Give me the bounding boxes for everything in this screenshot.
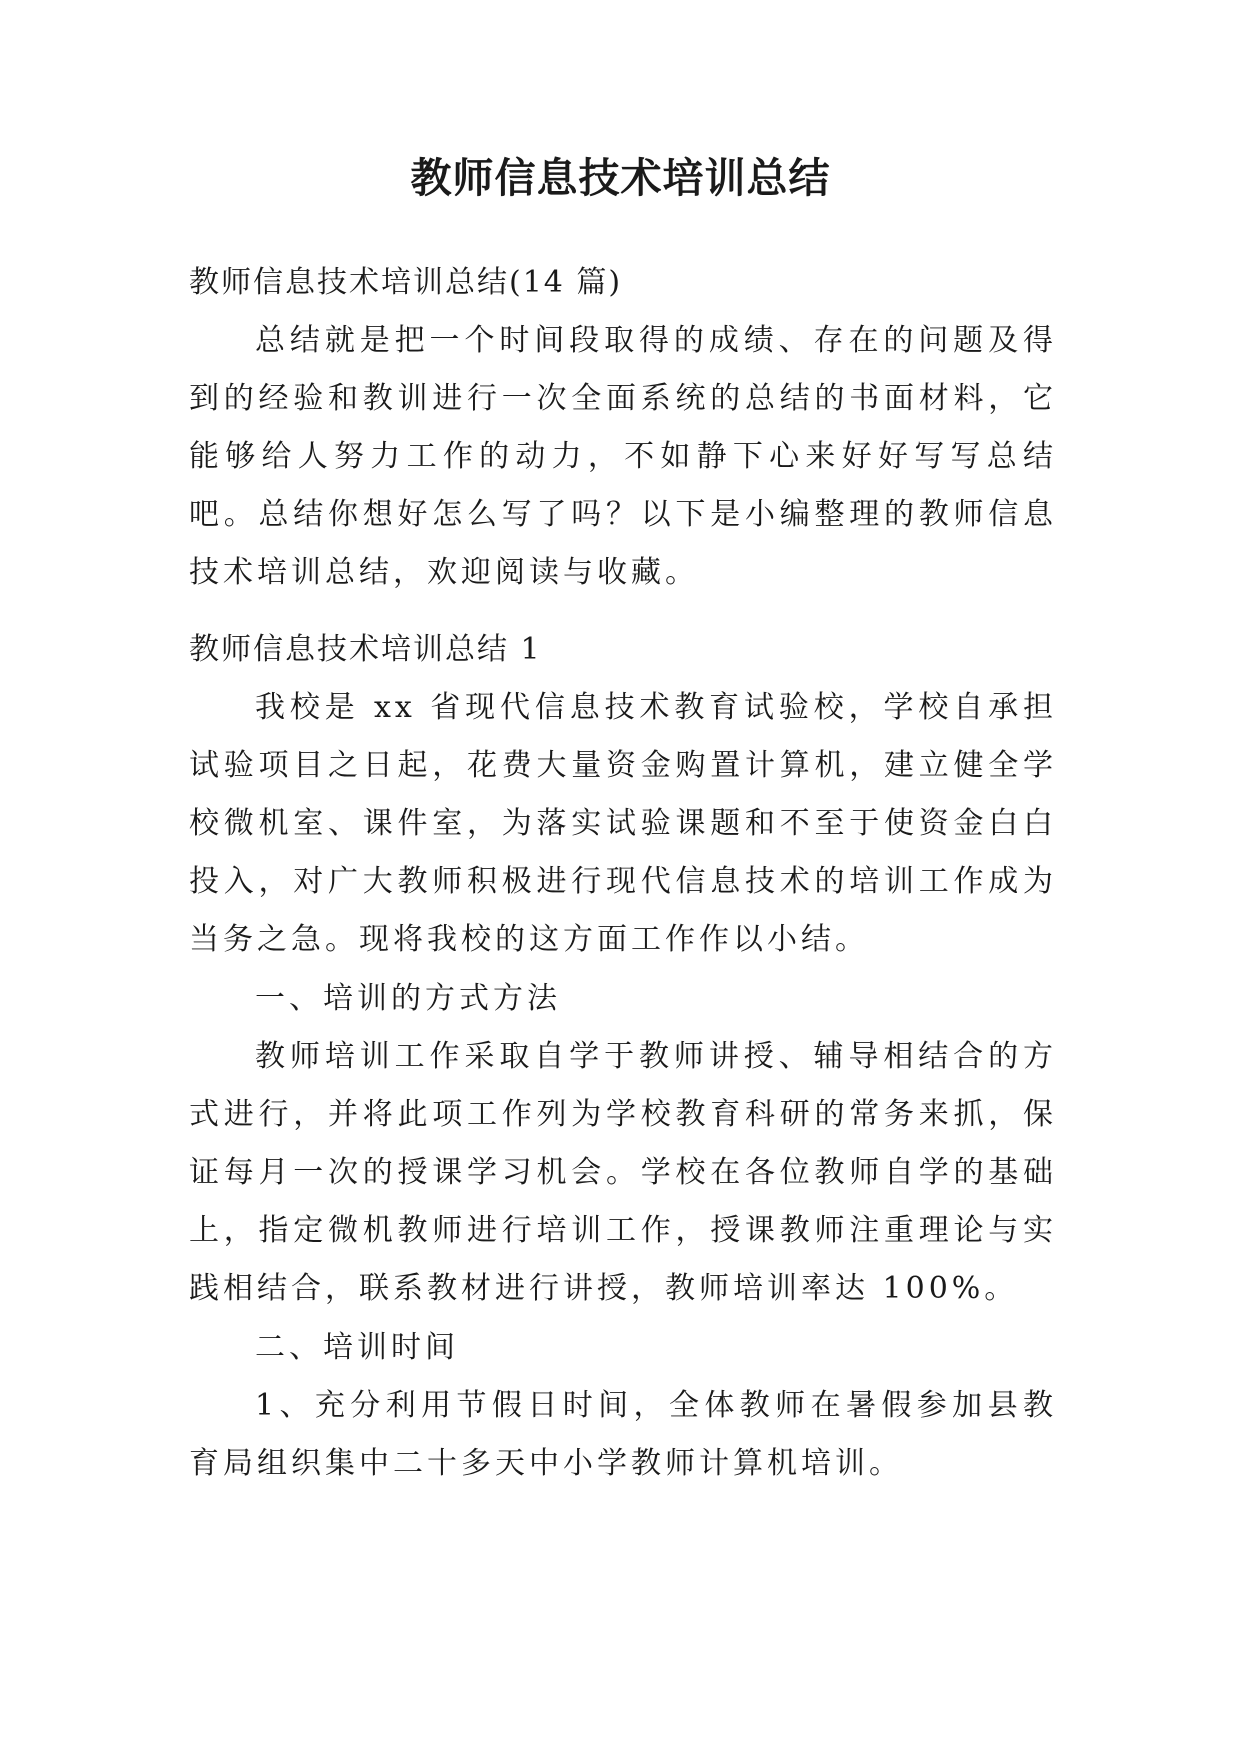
document-subtitle: 教师信息技术培训总结(14 篇) [189, 265, 623, 300]
section-title: 教师信息技术培训总结 1 [189, 632, 542, 667]
section-heading: 二、培训时间 [255, 1330, 459, 1365]
section-paragraph: 教师培训工作采取自学于教师讲授、辅导相结合的方式进行，并将此项工作列为学校教育科研的常务来抓，保证每月一次的授课学习机会。学校在各位教师自学的基础上，指定微机教师进行培训工作，授课教师注重理论与实践相结合，联系教材进行讲授，教师培训率达 100%。 [189, 1039, 1057, 1306]
section-heading: 一、培训的方式方法 [255, 981, 561, 1016]
section-paragraph: 我校是 xx 省现代信息技术教育试验校，学校自承担试验项目之日起，花费大量资金购置计算机，建立健全学校微机室、课件室，为落实试验课题和不至于使资金白白投入，对广大教师积极进行现代信息技术的培训工作成为当务之急。现将我校的这方面工作作以小结。 [189, 690, 1057, 957]
section-paragraph: 1、充分利用节假日时间，全体教师在暑假参加县教育局组织集中二十多天中小学教师计算机培训。 [189, 1388, 1057, 1481]
intro-paragraph: 总结就是把一个时间段取得的成绩、存在的问题及得到的经验和教训进行一次全面系统的总结的书面材料，它能够给人努力工作的动力，不如静下心来好好写写总结吧。总结你想好怎么写了吗？以下是小编整理的教师信息技术培训总结，欢迎阅读与收藏。 [189, 323, 1057, 590]
document-title: 教师信息技术培训总结 [410, 154, 831, 202]
